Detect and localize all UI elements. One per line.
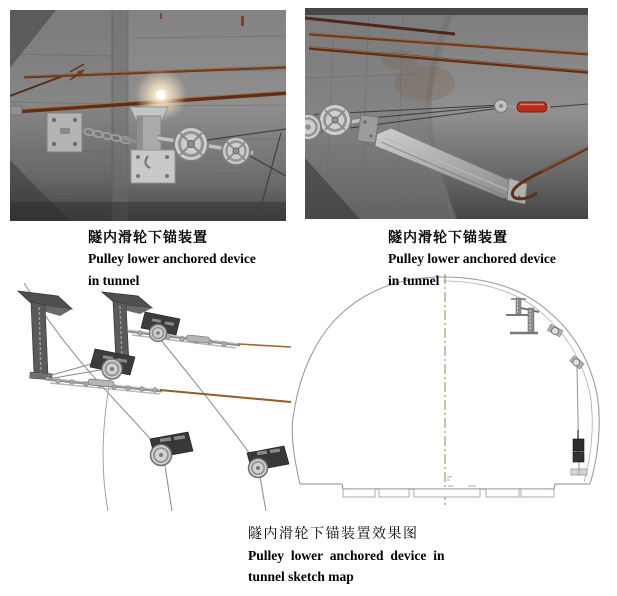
sketch-pulley-device-3d [0,283,300,511]
dimension-marks [447,477,476,486]
bottom-pulley-plate-a [150,432,193,466]
red-insulator [515,102,550,112]
tunnel-outline [292,277,599,484]
wall-red-mark [241,16,244,26]
caption-photo-right [388,226,556,292]
counterweight [573,430,584,462]
floor-segments [343,489,554,497]
pulley-wheel-edge-1 [319,104,351,136]
sketch-tunnel-cross-section [285,272,617,512]
caption-sketch-en1: Pulley lower anchored device in [248,548,445,563]
rod-end-fitting [10,106,22,115]
photo-right-canvas [305,8,588,219]
photo-pulley-anchor-right [305,8,588,219]
photo-pulley-anchor-left [10,10,286,221]
bottom-pulley-plate-b [247,446,289,478]
anchor-plate-left [47,113,82,152]
caption-photo-right-zh: 隧内滑轮下锚装置 [388,229,508,245]
rust-stain [395,65,455,101]
caption-photo-left [88,226,256,292]
sketch-right-canvas [285,272,617,512]
tensioner-assembly-upper [128,330,240,348]
pulley-wheel-edge-2 [305,114,321,140]
caption-photo-right-en1: Pulley lower anchored device [388,251,556,266]
pulley-wheel-2 [222,137,250,165]
caption-sketch-zh: 隧内滑轮下锚装置效果图 [248,527,419,542]
pulley-wheel-1 [174,127,208,161]
wire-foot-bracket [571,468,587,475]
caption-sketch [248,524,445,587]
photo-left-canvas [10,10,286,221]
caption-photo-left-en2: in tunnel [88,273,140,288]
sketch-left-canvas [0,283,300,511]
ceiling-bracket-1 [18,291,72,380]
caption-sketch-en2: tunnel sketch map [248,569,354,584]
contact-wires-tan [160,344,291,402]
caption-photo-left-zh: 隧内滑轮下锚装置 [88,229,208,245]
hanger-bracket-b [510,308,539,333]
caption-photo-left-en1: Pulley lower anchored device [88,251,256,266]
caption-photo-right-en2: in tunnel [388,273,440,288]
wall-plate-small [357,115,378,143]
